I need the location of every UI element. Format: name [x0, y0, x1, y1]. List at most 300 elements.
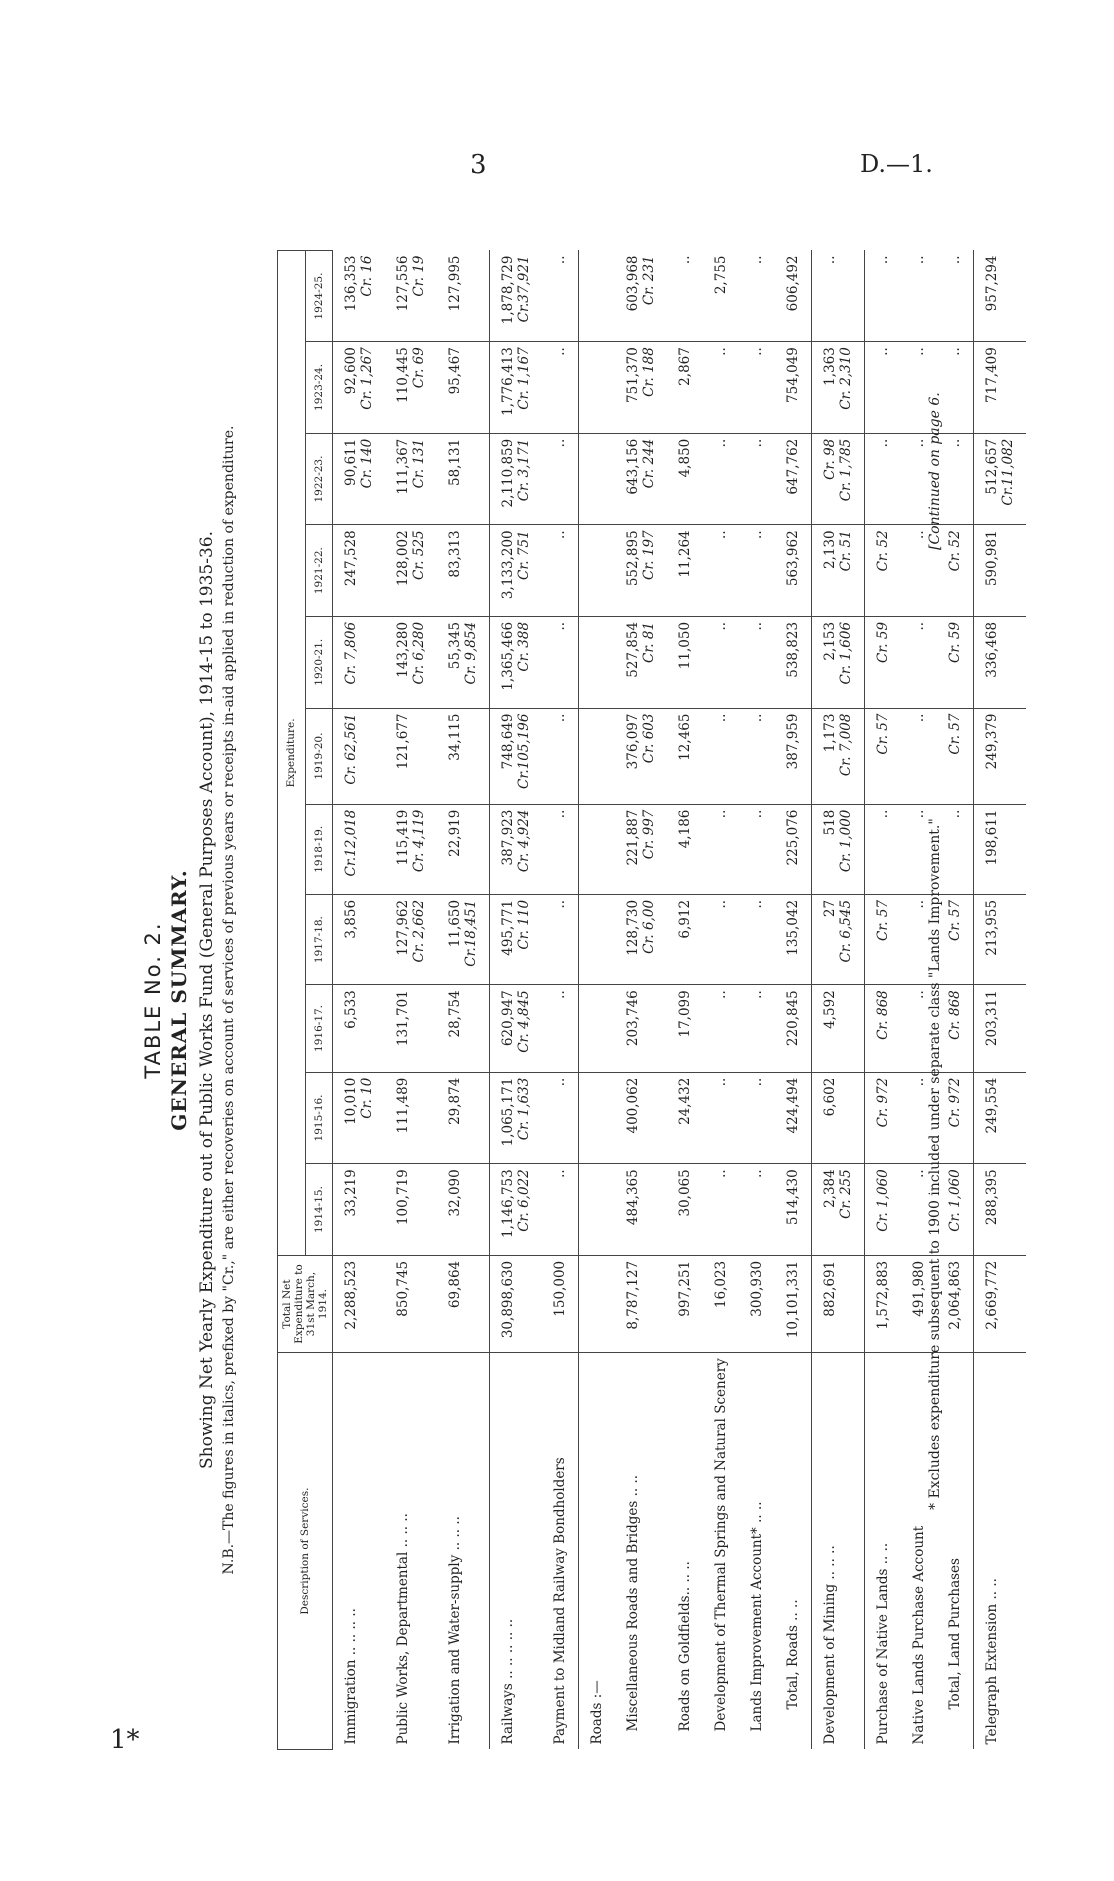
- year-header: 1918-19.: [305, 804, 333, 894]
- row-value: [667, 894, 703, 984]
- expenditure-value: ..: [749, 255, 765, 265]
- expenditure-value: 1,363: [822, 347, 838, 386]
- credit-value: Cr. 7,806: [343, 621, 359, 685]
- row-value: [739, 708, 775, 804]
- row-value: [615, 804, 667, 894]
- row-value: [775, 1072, 812, 1164]
- row-value: [703, 525, 739, 617]
- row-value: [739, 1164, 775, 1256]
- row-value: [937, 251, 974, 342]
- row-value: [974, 342, 1027, 434]
- row-value: [865, 616, 902, 708]
- expenditure-value: 249,379: [984, 713, 1000, 770]
- expenditure-value: 6,533: [343, 990, 359, 1029]
- expenditure-value: 33,219: [343, 1169, 359, 1217]
- expenditure-value: ..: [749, 1077, 765, 1087]
- credit-value: Cr. 603: [641, 713, 657, 764]
- credit-value: Cr. 62,561: [343, 713, 359, 785]
- expenditure-value: 6,912: [677, 899, 693, 939]
- row-value: [615, 894, 667, 984]
- rotated-table-sheet: [137, 230, 1016, 1770]
- row-value: [385, 708, 437, 804]
- expenditure-value: 4,850: [677, 438, 693, 478]
- row-value: [333, 1072, 386, 1164]
- expenditure-value: ..: [911, 1077, 927, 1087]
- row-label: Payment to Midland Railway Bondholders: [542, 1353, 579, 1750]
- row-value: [542, 616, 579, 708]
- row-value: [579, 804, 616, 894]
- expenditure-value: 606,492: [785, 255, 801, 312]
- expenditure-value: ..: [749, 809, 765, 819]
- row-label: Purchase of Native Lands .. ..: [875, 1542, 891, 1745]
- credit-value: Cr. 59: [947, 621, 963, 663]
- row-value: [775, 342, 812, 434]
- credit-value: Cr. 10: [359, 1077, 375, 1119]
- expenditure-value: 203,311: [984, 990, 1000, 1047]
- expenditure-value: 1,878,729: [500, 255, 516, 325]
- row-value: [542, 342, 579, 434]
- year-header: 1920-21.: [305, 616, 333, 708]
- row-value: [542, 525, 579, 617]
- expenditure-value: 514,430: [785, 1169, 801, 1226]
- expenditure-value: 850,745: [395, 1260, 411, 1317]
- row-value: [974, 1164, 1027, 1256]
- credit-value: Cr. 57: [947, 713, 963, 755]
- expenditure-value: ..: [552, 713, 568, 723]
- expenditure-value: 247,528: [343, 530, 359, 587]
- row-label: Railways .. .. .. .. ..: [500, 1618, 516, 1745]
- row-value: [333, 985, 386, 1072]
- expenditure-value: ..: [552, 899, 568, 909]
- row-value: [937, 616, 974, 708]
- expenditure-value: 34,115: [447, 713, 463, 761]
- row-value: [667, 1255, 703, 1352]
- total-header: Total Net Expenditure to 31st March, 1914.: [278, 1255, 333, 1352]
- row-value: [667, 433, 703, 525]
- row-value: [490, 985, 543, 1072]
- row-value: [775, 251, 812, 342]
- credit-value: Cr. 3,171: [516, 438, 532, 502]
- row-label: Total, Land Purchases: [937, 1353, 974, 1750]
- row-value: [974, 525, 1027, 617]
- row-value: [490, 433, 543, 525]
- expenditure-value: 8,787,127: [625, 1260, 641, 1330]
- row-value: [703, 804, 739, 894]
- row-value: [579, 1164, 616, 1256]
- table-row-public-works: [385, 251, 437, 1750]
- row-value: [385, 1164, 437, 1256]
- expenditure-value: ..: [713, 1169, 729, 1178]
- credit-value: Cr. 2,662: [411, 899, 427, 963]
- row-value: [385, 1255, 437, 1352]
- row-label: Roads on Goldfields.. .. ..: [677, 1561, 693, 1732]
- expenditure-value: ..: [947, 809, 963, 819]
- expenditure-value: ..: [552, 1169, 568, 1178]
- expenditure-value: 2,867: [677, 347, 693, 386]
- year-header: 1919-20.: [305, 708, 333, 804]
- credit-value: Cr.18,451: [463, 899, 479, 967]
- credit-value: Cr. 1,000: [838, 809, 854, 873]
- expenditure-value: 424,494: [785, 1077, 801, 1134]
- year-header: 1917-18.: [305, 894, 333, 984]
- table-title: TABLE No. 2.: [141, 921, 165, 1079]
- expenditure-value: ..: [875, 255, 891, 265]
- credit-value: Cr. 4,924: [516, 809, 532, 873]
- row-value: [739, 1072, 775, 1164]
- row-value: [615, 1164, 667, 1256]
- expenditure-value: 92,600: [343, 347, 359, 395]
- row-value: [865, 525, 902, 617]
- row-value: [333, 1255, 386, 1352]
- expenditure-value: 484,365: [625, 1169, 641, 1226]
- credit-value: Cr. 6,545: [838, 899, 854, 963]
- row-label: Development of Thermal Springs and Natural Scenery: [713, 1358, 729, 1732]
- expenditure-value: 83,313: [447, 530, 463, 578]
- row-value: [775, 525, 812, 617]
- expenditure-value: 127,962: [395, 899, 411, 956]
- credit-value: Cr. 52: [947, 530, 963, 572]
- row-value: [703, 433, 739, 525]
- expenditure-value: 127,556: [395, 255, 411, 312]
- row-value: [333, 433, 386, 525]
- row-value: [579, 1072, 616, 1164]
- row-value: [490, 1164, 543, 1256]
- row-value: [437, 1255, 490, 1352]
- table-row-telegraph: [974, 251, 1027, 1750]
- row-value: [385, 804, 437, 894]
- row-value: [385, 894, 437, 984]
- expenditure-value: 4,592: [822, 990, 838, 1029]
- expenditure-value: 3,856: [343, 899, 359, 939]
- expenditure-value: 552,895: [625, 530, 641, 587]
- row-value: [437, 1164, 490, 1256]
- expenditure-value: 11,050: [677, 621, 693, 670]
- credit-value: Cr. 7,008: [838, 713, 854, 777]
- expenditure-value: 2,288,523: [343, 1260, 359, 1330]
- expenditure-value: ..: [822, 255, 838, 265]
- expenditure-value: ..: [552, 530, 568, 539]
- row-value: [937, 708, 974, 804]
- credit-value: Cr. 4,119: [411, 809, 427, 873]
- expenditure-value: 1,146,753: [500, 1169, 516, 1238]
- row-value: [437, 804, 490, 894]
- row-value: [490, 894, 543, 984]
- row-label: Development of Mining .. .. ..: [812, 1353, 865, 1750]
- expenditure-value: 249,554: [984, 1077, 1000, 1134]
- continued-note: [Continued on page 6.: [927, 392, 943, 550]
- expenditure-value: 620,947: [500, 990, 516, 1047]
- row-value: [812, 342, 865, 434]
- year-header: 1914-15.: [305, 1164, 333, 1256]
- row-value: [739, 894, 775, 984]
- row-value: [812, 1072, 865, 1164]
- row-value: [775, 985, 812, 1072]
- row-value: [385, 1072, 437, 1164]
- expenditure-value: 213,955: [984, 899, 1000, 956]
- row-value: [437, 1072, 490, 1164]
- expenditure-value: ..: [713, 530, 729, 539]
- expenditure-value: ..: [911, 713, 927, 723]
- expenditure-value: ..: [713, 438, 729, 448]
- row-value: [437, 985, 490, 1072]
- expenditure-value: 12,465: [677, 713, 693, 761]
- credit-value: Cr. 81: [641, 621, 657, 663]
- credit-value: Cr. 140: [359, 438, 375, 489]
- row-value: [901, 251, 937, 342]
- expenditure-value: 518: [822, 809, 838, 836]
- row-value: [775, 708, 812, 804]
- row-value: [437, 342, 490, 434]
- row-value: [703, 708, 739, 804]
- footnote: * Excludes expenditure subsequent to 1900 included under separate class "Lands Improvement.": [927, 818, 943, 1510]
- expenditure-value: 150,000: [552, 1260, 568, 1317]
- expenditure-value: ..: [713, 621, 729, 631]
- expenditure-value: ..: [552, 347, 568, 356]
- expenditure-value: ..: [713, 713, 729, 723]
- row-value: [542, 985, 579, 1072]
- expenditure-value: 3,133,200: [500, 530, 516, 600]
- row-value: [974, 1255, 1027, 1352]
- row-value: [812, 894, 865, 984]
- row-value: [739, 342, 775, 434]
- expenditure-value: 563,962: [785, 530, 801, 587]
- row-value: [385, 616, 437, 708]
- row-value: [490, 616, 543, 708]
- expenditure-value: ..: [713, 899, 729, 909]
- row-value: [703, 1164, 739, 1256]
- row-value: [703, 251, 739, 342]
- row-value: [615, 251, 667, 342]
- row-value: [490, 251, 543, 342]
- row-value: [703, 1072, 739, 1164]
- row-value: [333, 804, 386, 894]
- row-value: [385, 251, 437, 342]
- row-value: [901, 616, 937, 708]
- expenditure-value: 4,186: [677, 809, 693, 849]
- expenditure-value: ..: [911, 438, 927, 448]
- row-value: [865, 251, 902, 342]
- expenditure-value: ..: [552, 809, 568, 819]
- row-value: [974, 708, 1027, 804]
- row-value: [333, 525, 386, 617]
- row-value: [812, 616, 865, 708]
- expenditure-value: 2,384: [822, 1169, 838, 1208]
- expenditure-value: 2,669,772: [984, 1260, 1000, 1330]
- signature-mark: 1*: [110, 1725, 140, 1755]
- credit-value: Cr. 972: [947, 1077, 963, 1128]
- row-value: [739, 804, 775, 894]
- credit-value: Cr. 131: [411, 438, 427, 489]
- expenditure-value: ..: [552, 990, 568, 999]
- credit-value: Cr.37,921: [516, 255, 532, 323]
- row-value: [703, 1255, 739, 1352]
- expenditure-value: 220,845: [785, 990, 801, 1047]
- expenditure-value: 95,467: [447, 347, 463, 395]
- expenditure-value: ..: [749, 899, 765, 909]
- row-label: Miscellaneous Roads and Bridges .. ..: [625, 1474, 641, 1732]
- expenditure-value: 1,173: [822, 713, 838, 753]
- expenditure-value: 748,649: [500, 713, 516, 770]
- row-value: [865, 804, 902, 894]
- credit-value: Cr. 197: [641, 530, 657, 580]
- expenditure-value: 29,874: [447, 1077, 463, 1125]
- expenditure-value: 110,445: [395, 347, 411, 403]
- row-value: [385, 525, 437, 617]
- expenditure-value: 121,677: [395, 713, 411, 770]
- row-value: [667, 342, 703, 434]
- expenditure-value: 55,345: [447, 621, 463, 670]
- row-value: [775, 616, 812, 708]
- row-value: [667, 804, 703, 894]
- table-row-total-roads: [775, 251, 812, 1750]
- row-value: [579, 525, 616, 617]
- row-value: [490, 342, 543, 434]
- row-value: [667, 251, 703, 342]
- row-value: [333, 1164, 386, 1256]
- credit-value: Cr. 1,060: [947, 1169, 963, 1232]
- credit-value: Cr. 98: [822, 438, 838, 480]
- expenditure-value: ..: [713, 1077, 729, 1087]
- expenditure-value: ..: [713, 809, 729, 819]
- row-value: [542, 251, 579, 342]
- row-value: [615, 985, 667, 1072]
- expenditure-value: 198,611: [984, 809, 1000, 866]
- credit-value: Cr. 751: [516, 530, 532, 580]
- row-value: [579, 433, 616, 525]
- row-label: Public Works, Departmental .. .. ..: [395, 1513, 411, 1745]
- row-value: [615, 525, 667, 617]
- expenditure-value: ..: [875, 347, 891, 356]
- row-value: [667, 525, 703, 617]
- expenditure-value: 754,049: [785, 347, 801, 403]
- credit-value: Cr. 388: [516, 621, 532, 672]
- table-row-lands-improvement: [739, 251, 775, 1750]
- table-row-thermal: [703, 251, 739, 1750]
- row-value: [385, 342, 437, 434]
- row-value: [579, 251, 616, 342]
- credit-value: Cr. 110: [516, 899, 532, 950]
- expenditure-table: [277, 250, 1026, 1750]
- row-value: [865, 985, 902, 1072]
- credit-value: Cr. 1,606: [838, 621, 854, 685]
- expenditure-value: 10,010: [343, 1077, 359, 1125]
- table-row-misc-roads: [615, 251, 667, 1750]
- row-value: [437, 616, 490, 708]
- credit-value: Cr.11,082: [1000, 438, 1016, 506]
- row-value: [579, 708, 616, 804]
- credit-value: Cr. 69: [411, 347, 427, 389]
- row-value: [812, 804, 865, 894]
- row-value: [542, 804, 579, 894]
- row-value: [812, 525, 865, 617]
- expenditure-value: 143,280: [395, 621, 411, 678]
- expenditure-value: 1,365,466: [500, 621, 516, 691]
- expenditure-value: 90,611: [343, 438, 359, 486]
- row-value: [437, 433, 490, 525]
- row-value: [437, 894, 490, 984]
- expenditure-value: 128,730: [625, 899, 641, 956]
- credit-value: Cr. 19: [411, 255, 427, 297]
- row-value: [865, 433, 902, 525]
- expenditure-value: ..: [947, 255, 963, 265]
- row-value: [579, 1255, 616, 1352]
- expenditure-value: 225,076: [785, 809, 801, 866]
- expenditure-value: 288,395: [984, 1169, 1000, 1226]
- document-reference: D.—1.: [860, 150, 933, 178]
- expenditure-value: ..: [749, 438, 765, 448]
- table-row-railways: [490, 251, 543, 1750]
- expenditure-value: 69,864: [447, 1260, 463, 1309]
- credit-value: Cr.12,018: [343, 809, 359, 877]
- row-value: [775, 433, 812, 525]
- credit-value: Cr.105,196: [516, 713, 532, 789]
- table-row-immigration: [333, 251, 386, 1750]
- expenditure-value: ..: [875, 809, 891, 819]
- row-value: [333, 616, 386, 708]
- expenditure-value: 17,099: [677, 990, 693, 1038]
- table-row-mining: [812, 251, 865, 1750]
- expenditure-value: ..: [749, 990, 765, 999]
- row-value: [542, 433, 579, 525]
- credit-value: Cr. 244: [641, 438, 657, 489]
- table-body: [333, 251, 1027, 1750]
- expenditure-value: ..: [947, 438, 963, 448]
- row-value: [974, 616, 1027, 708]
- row-value: [739, 985, 775, 1072]
- expenditure-value: 6,602: [822, 1077, 838, 1117]
- expenditure-value: 30,065: [677, 1169, 693, 1217]
- expenditure-value: ..: [749, 621, 765, 631]
- row-value: [865, 342, 902, 434]
- expenditure-value: 387,923: [500, 809, 516, 866]
- expenditure-value: 603,968: [625, 255, 641, 312]
- row-value: [333, 251, 386, 342]
- expenditure-value: ..: [911, 990, 927, 999]
- row-value: [812, 708, 865, 804]
- row-value: [865, 708, 902, 804]
- expenditure-value: 30,898,630: [500, 1260, 516, 1339]
- row-value: [974, 1072, 1027, 1164]
- expenditure-value: 882,691: [822, 1260, 838, 1317]
- row-value: [703, 342, 739, 434]
- expenditure-value: ..: [749, 347, 765, 356]
- credit-value: Cr. 59: [875, 621, 891, 663]
- expenditure-value: 527,854: [625, 621, 641, 678]
- year-header: 1922-23.: [305, 433, 333, 525]
- row-value: [865, 1255, 902, 1352]
- row-value: [739, 525, 775, 617]
- expenditure-value: 127,995: [447, 255, 463, 312]
- row-label: Total, Roads .. ..: [775, 1353, 812, 1750]
- row-value: [667, 985, 703, 1072]
- expenditure-value: 376,097: [625, 713, 641, 770]
- expenditure-value: 1,572,883: [875, 1260, 891, 1330]
- row-value: [703, 985, 739, 1072]
- row-label: Telegraph Extension .. ..: [984, 1578, 1000, 1745]
- expenditure-value: ..: [713, 990, 729, 999]
- row-value: [542, 1072, 579, 1164]
- expenditure-value: 590,981: [984, 530, 1000, 587]
- credit-value: Cr. 6,00: [641, 899, 657, 954]
- table-row-roads-heading: [579, 251, 616, 1750]
- credit-value: Cr. 255: [838, 1169, 854, 1219]
- expenditure-value: ..: [911, 1169, 927, 1178]
- expenditure-value: ..: [911, 621, 927, 631]
- table-row-goldfields: [667, 251, 703, 1750]
- credit-value: Cr. 231: [641, 255, 657, 306]
- expenditure-value: 512,657: [984, 438, 1000, 495]
- expenditure-value: 32,090: [447, 1169, 463, 1217]
